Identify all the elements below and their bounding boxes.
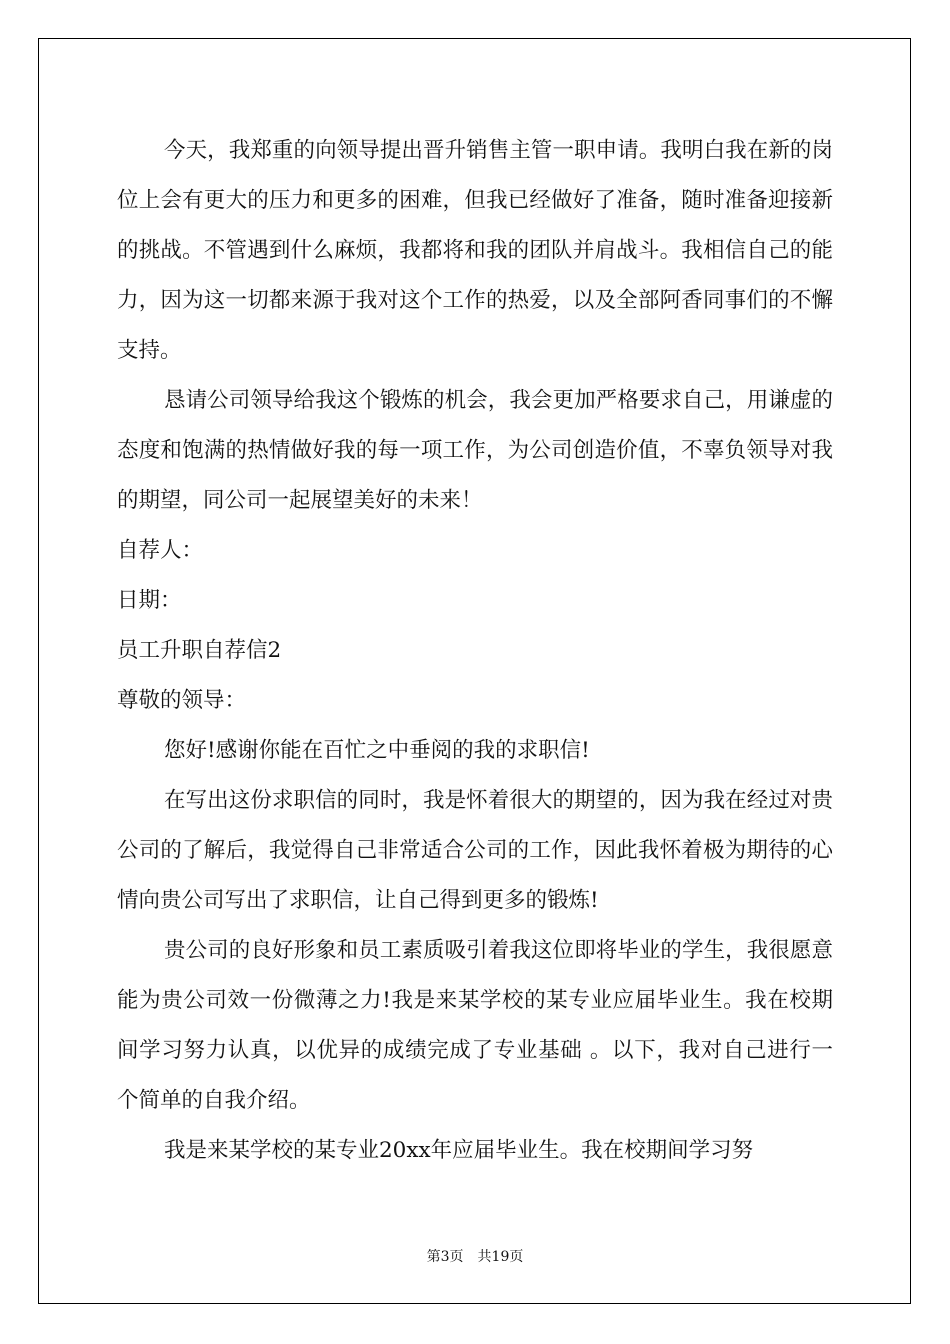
page-footer: [0, 1246, 950, 1266]
signer-label: 自荐人：: [117, 538, 204, 563]
salutation: 尊敬的领导：: [117, 688, 247, 713]
date-label: 日期：: [117, 588, 182, 613]
page-total: 共19页: [477, 1249, 524, 1265]
paragraph-5: 贵公司的良好形象和员工素质吸引着我这位即将毕业的学生，我很愿意能为贵公司效一份微薄之力!我是来某学校的某专业应届毕业生。我在校期间学习努力认真，以优异的成绩完成了专业基础 。以下，我对自己进行一个简单的自我介绍。: [117, 938, 833, 1113]
paragraph-1: 今天，我郑重的向领导提出晋升销售主管一职申请。我明白我在新的岗位上会有更大的压力和更多的困难，但我已经做好了准备，随时准备迎接新的挑战。不管遇到什么麻烦，我都将和我的团队并肩战斗。我相信自己的能力，因为这一切都来源于我对这个工作的热爱，以及全部阿香同事们的不懈支持。: [117, 138, 833, 363]
paragraph-3: 您好!感谢你能在百忙之中垂阅的我的求职信!: [164, 738, 590, 763]
paragraph-4: 在写出这份求职信的同时，我是怀着很大的期望的，因为我在经过对贵公司的了解后，我觉得自己非常适合公司的工作，因此我怀着极为期待的心情向贵公司写出了求职信，让自己得到更多的锻炼!: [117, 788, 833, 913]
document-body: [117, 126, 833, 1176]
page-number: 第3页: [426, 1249, 464, 1265]
letter-title: 员工升职自荐信2: [117, 638, 282, 663]
paragraph-2: 恳请公司领导给我这个锻炼的机会，我会更加严格要求自己，用谦虚的态度和饱满的热情做好我的每一项工作，为公司创造价值，不辜负领导对我的期望，同公司一起展望美好的未来！: [117, 388, 833, 513]
paragraph-6: 我是来某学校的某专业20xx年应届毕业生。我在校期间学习努: [164, 1138, 754, 1163]
